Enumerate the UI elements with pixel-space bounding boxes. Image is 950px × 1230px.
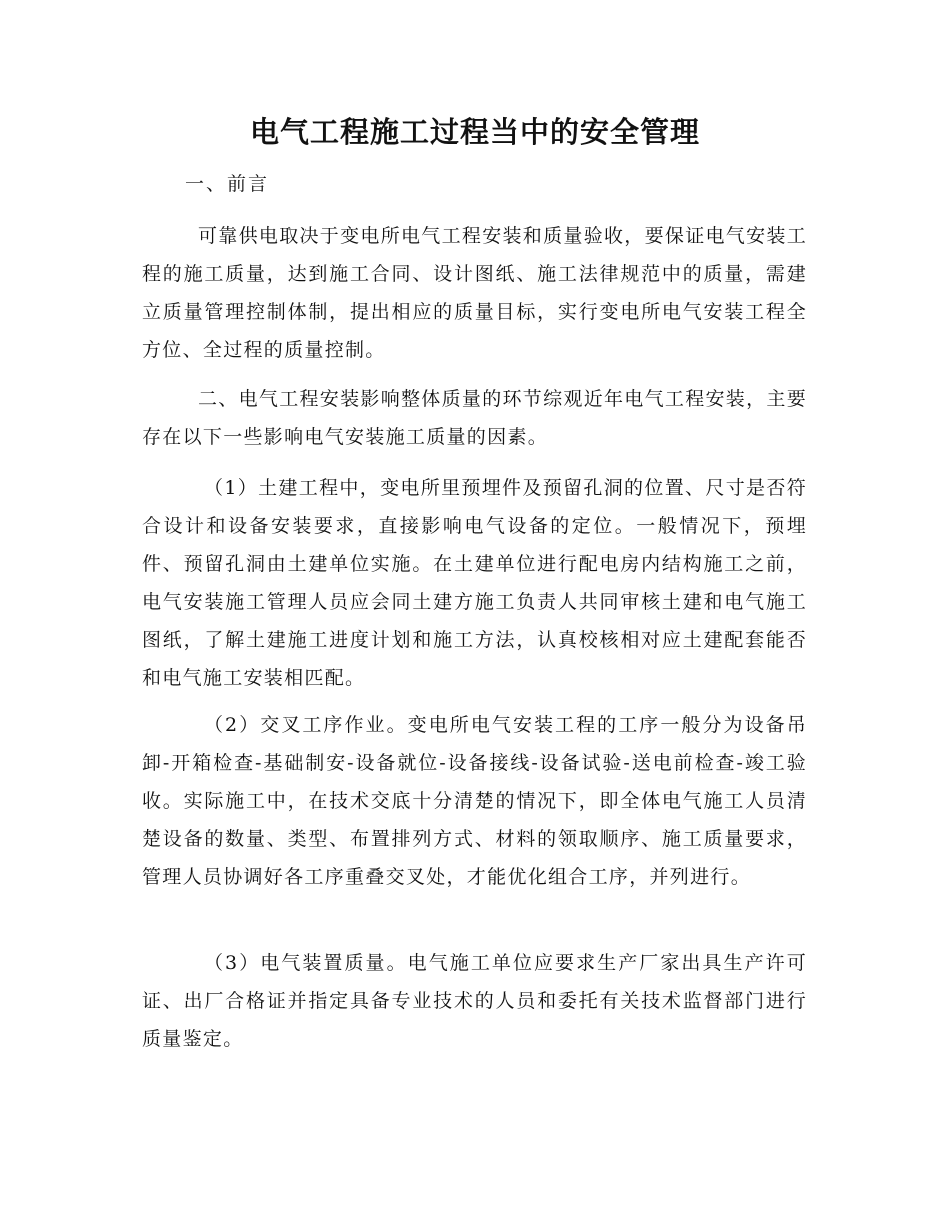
paragraph-item-3: （3）电气装置质量。电气施工单位应要求生产厂家出具生产许可证、出厂合格证并指定具备专业技术的人员和委托有关技术监督部门进行质量鉴定。 [142, 952, 807, 1050]
section-heading-preface: 一、前言 [185, 173, 270, 195]
paragraph-section-two: 二、电气工程安装影响整体质量的环节综观近年电气工程安装，主要存在以下一些影响电气安装施工质量的因素。 [142, 388, 808, 448]
paragraph-item-1: （1）土建工程中，变电所里预埋件及预留孔洞的位置、尺寸是否符合设计和设备安装要求，直接影响电气设备的定位。一般情况下，预埋件、预留孔洞由土建单位实施。在土建单位进行配电房内结构施工之前，电气安装施工管理人员应会同土建方施工负责人共同审核土建和电气施工图纸，了解土建施工进度计划和施工方法，认真校核相对应土建配套能否和电气施工安装相匹配。 [142, 477, 807, 689]
paragraph-intro: 可靠供电取决于变电所电气工程安装和质量验收，要保证电气安装工程的施工质量，达到施工合同、设计图纸、施工法律规范中的质量，需建立质量管理控制体制，提出相应的质量目标，实行变电所电气安装工程全方位、全过程的质量控制。 [142, 225, 808, 361]
paragraph-item-2: （2）交叉工序作业。变电所电气安装工程的工序一般分为设备吊卸-开箱检查-基础制安-设备就位-设备接线-设备试验-送电前检查-竣工验收。实际施工中，在技术交底十分清楚的情况下，即全体电气施工人员清楚设备的数量、类型、布置排列方式、材料的领取顺序、施工质量要求，管理人员协调好各工序重叠交叉处，才能优化组合工序，并列进行。 [142, 714, 807, 888]
document-title: 电气工程施工过程当中的安全管理 [249, 115, 700, 149]
